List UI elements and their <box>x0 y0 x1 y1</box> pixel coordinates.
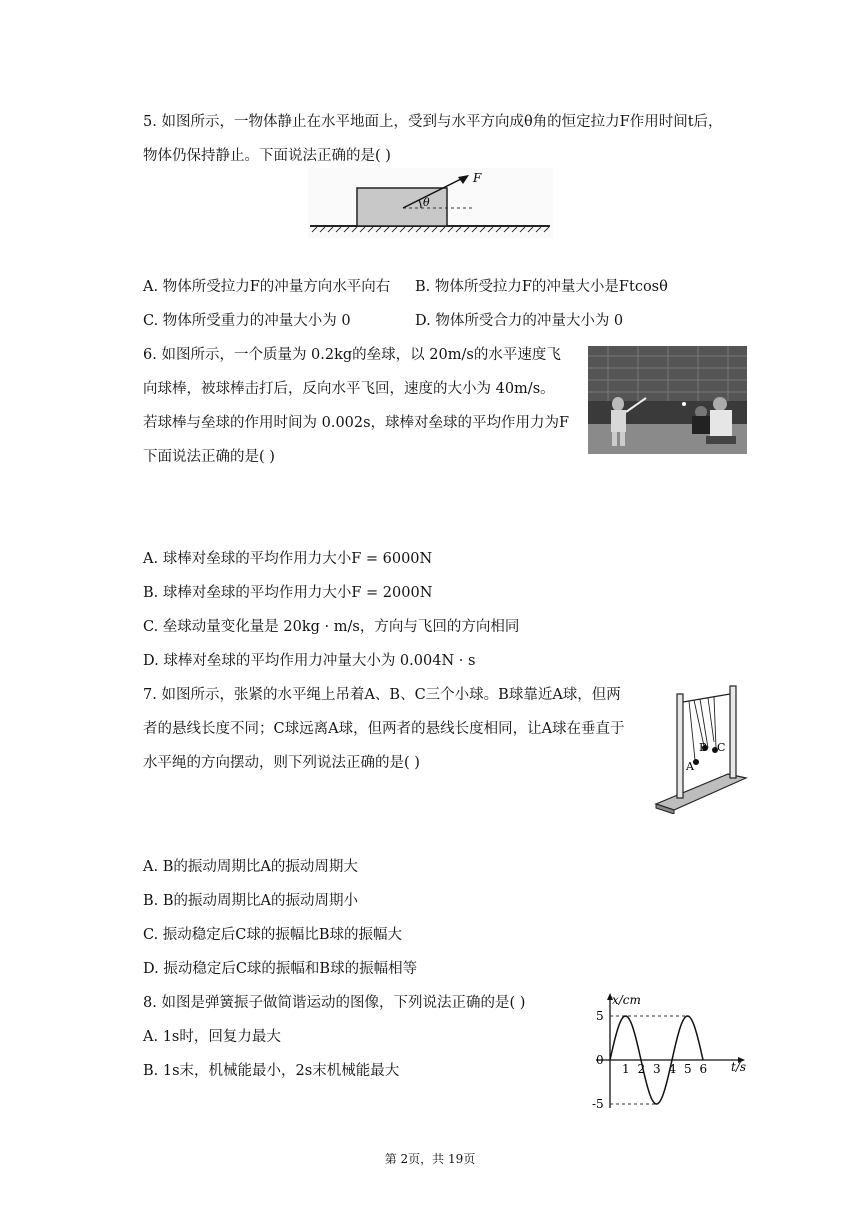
chart-x-tick-label: 6 <box>699 1062 708 1076</box>
q5-option-c: C. 物体所受重力的冲量大小为 0 <box>143 313 351 329</box>
q6-option-b: B. 球棒对垒球的平均作用力大小F = 2000N <box>143 585 433 601</box>
q7-option-d: D. 振动稳定后C球的振幅和B球的振幅相等 <box>143 961 418 977</box>
q5-fig-label-F: F <box>473 171 482 185</box>
q6-stem-line1: 6. 如图所示，一个质量为 0.2kg的垒球，以 20m/s的水平速度飞 <box>143 347 561 363</box>
q7-stem-line3: 水平绳的方向摆动，则下列说法正确的是( ) <box>143 755 420 771</box>
q7-fig-label-B: B <box>699 741 708 754</box>
q8-stem: 8. 如图是弹簧振子做简谐运动的图像，下列说法正确的是( ) <box>143 995 526 1011</box>
q5-stem-line1: 5. 如图所示，一物体静止在水平地面上，受到与水平方向成θ角的恒定拉力F作用时间t后， <box>143 114 723 130</box>
q6-option-a: A. 球棒对垒球的平均作用力大小F = 6000N <box>143 551 433 567</box>
q6-stem-line3: 若球棒与垒球的作用时间为 0.002s，球棒对垒球的平均作用力为F <box>143 415 570 431</box>
q7-fig-label-C: C <box>717 741 726 754</box>
q5-figure-block-on-ground <box>308 168 553 238</box>
q5-fig-label-theta: θ <box>423 196 430 209</box>
chart-x-tick-label: 3 <box>653 1062 661 1076</box>
chart-y-tick-label: 5 <box>596 1009 604 1023</box>
q6-option-d: D. 球棒对垒球的平均作用力冲量大小为 0.004N · s <box>143 653 476 669</box>
page-footer: 第 2页，共 19页 <box>384 1152 476 1166</box>
chart-y-axis-label: x/cm <box>612 993 641 1007</box>
chart-x-tick-label: 1 <box>622 1062 630 1076</box>
q5-option-a: A. 物体所受拉力F的冲量方向水平向右 <box>143 279 391 295</box>
q7-option-b: B. B的振动周期比A的振动周期小 <box>143 893 358 909</box>
q7-option-c: C. 振动稳定后C球的振幅比B球的振幅大 <box>143 927 403 943</box>
chart-x-tick-label: 4 <box>668 1062 677 1076</box>
q8-option-a: A. 1s时，回复力最大 <box>143 1029 281 1045</box>
q6-stem-line2: 向球棒，被球棒击打后，反向水平飞回，速度的大小为 40m/s。 <box>143 381 555 397</box>
q6-option-c: C. 垒球动量变化量是 20kg · m/s，方向与飞回的方向相同 <box>143 619 520 635</box>
q7-fig-label-A: A <box>686 760 694 773</box>
chart-x-tick-label: 2 <box>637 1062 646 1076</box>
chart-x-axis-label: t/s <box>731 1060 747 1074</box>
q8-option-b: B. 1s末，机械能最小，2s末机械能最大 <box>143 1063 400 1079</box>
chart-y-tick-label: -5 <box>592 1097 604 1111</box>
q5-option-d: D. 物体所受合力的冲量大小为 0 <box>415 313 624 329</box>
chart-x-tick-label: 5 <box>684 1062 692 1076</box>
q6-photo-softball-batter <box>588 346 747 454</box>
q6-stem-line4: 下面说法正确的是( ) <box>143 449 275 465</box>
chart-y-tick-label: 0 <box>596 1053 604 1067</box>
q8-chart-displacement-time <box>588 990 753 1112</box>
q5-stem-line2: 物体仍保持静止。下面说法正确的是( ) <box>143 148 391 164</box>
q7-stem-line2: 者的悬线长度不同；C球远离A球，但两者的悬线长度相同，让A球在垂直于 <box>143 721 625 737</box>
q7-option-a: A. B的振动周期比A的振动周期大 <box>143 859 358 875</box>
q5-option-b: B. 物体所受拉力F的冲量大小是Ftcosθ <box>415 279 668 295</box>
q7-figure-pendulum-frame <box>650 684 750 814</box>
q7-stem-line1: 7. 如图所示，张紧的水平绳上吊着A、B、C三个小球。B球靠近A球，但两 <box>143 687 621 703</box>
